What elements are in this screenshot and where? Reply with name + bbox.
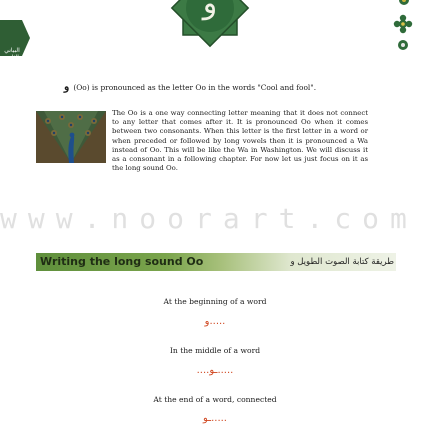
position-label-end: At the end of a word, connected xyxy=(153,395,277,404)
letter-form-end: ـو..... xyxy=(202,413,227,424)
chapter-side-tab xyxy=(0,20,30,61)
flower-ornament-icon xyxy=(393,14,413,34)
position-label-middle: In the middle of a word xyxy=(169,346,261,355)
intro-letter: و xyxy=(64,80,70,93)
position-label-beginning: At the beginning of a word xyxy=(163,297,267,306)
intro-line xyxy=(64,82,404,93)
header-star-badge xyxy=(165,0,255,48)
side-tab-label: البياني الثاني xyxy=(4,47,20,61)
intro-text: (Oo) is pronounced as the letter Oo in the words "Cool and fool". xyxy=(73,83,317,92)
flower-ornament-icon xyxy=(396,38,410,52)
letter-form-beginning: و..... xyxy=(204,316,226,327)
letter-form-middle: ....ـو..... xyxy=(196,365,234,376)
body-paragraph xyxy=(36,109,368,173)
header-letter: و xyxy=(202,0,218,21)
section-title: Writing the long sound Oo xyxy=(40,255,204,268)
section-arabic-title: طريقة كتابة الصوت الطويل و xyxy=(290,257,394,267)
body-paragraph-text: The Oo is a one way connecting letter meaning that it does not connect to any letter that comes after it. It is pronounced Oo when it comes between two consonants. When this letter is the first letter in a word or when preceded or followed by long vowels then it is pronounced a Wa instead of Oo. This will be like the Wa in Washington. We will discuss it as a consonant in a following chapter. For now let us just focus on it as the long sound Oo. xyxy=(112,109,368,173)
section-banner xyxy=(36,253,396,271)
flower-ornament-icon xyxy=(394,0,414,10)
watermark: www.noorart.com xyxy=(0,205,418,233)
